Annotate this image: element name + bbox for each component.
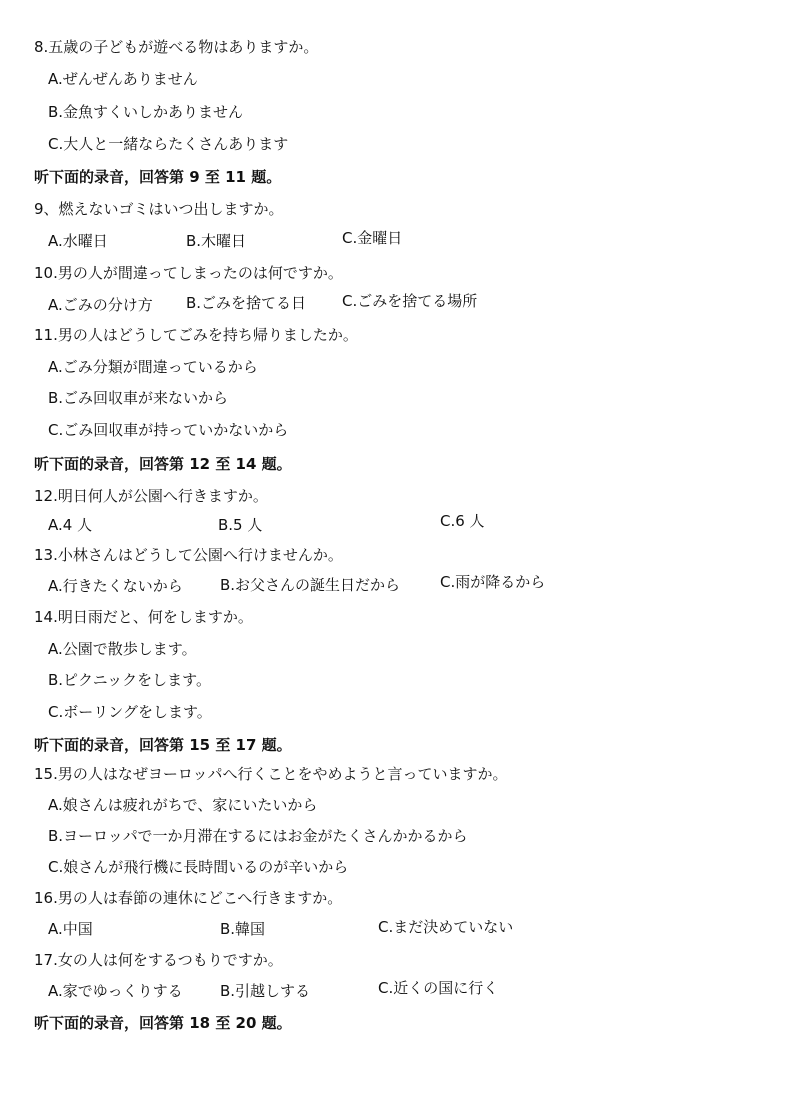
q10-option-a: A.ごみの分け方 [48,296,153,314]
q15-option-a: A.娘さんは疲れがちで、家にいたいから [48,796,318,814]
q8-option-c: C.大人と一緒ならたくさんあります [48,135,289,153]
question-9: 9、燃えないゴミはいつ出しますか。 [34,200,284,218]
section-instruction-9-11: 听下面的录音，回答第 9 至 11 题。 [34,168,282,186]
question-8: 8.五歳の子どもが遊べる物はありますか。 [34,38,319,56]
q15-option-b: B.ヨーロッパで一か月滞在するにはお金がたくさんかかるから [48,827,468,845]
q12-option-c: C.6 人 [440,512,485,530]
q10-option-c: C.ごみを捨てる場所 [342,292,478,310]
q16-option-a: A.中国 [48,920,93,938]
question-11: 11.男の人はどうしてごみを持ち帰りましたか。 [34,326,358,344]
section-instruction-18-20: 听下面的录音，回答第 18 至 20 题。 [34,1014,292,1032]
q12-option-b: B.5 人 [218,516,263,534]
question-16: 16.男の人は春節の連休にどこへ行きますか。 [34,889,343,907]
question-12: 12.明日何人が公園へ行きますか。 [34,487,268,505]
q17-option-b: B.引越しする [220,982,311,1000]
question-15: 15.男の人はなぜヨーロッパへ行くことをやめようと言っていますか。 [34,765,508,783]
q11-option-a: A.ごみ分類が間違っているから [48,358,258,376]
q9-option-b: B.木曜日 [186,232,247,250]
q13-option-c: C.雨が降るから [440,573,546,591]
question-10: 10.男の人が間違ってしまったのは何ですか。 [34,264,343,282]
q11-option-c: C.ごみ回収車が持っていかないから [48,421,289,439]
q14-option-c: C.ボーリングをします。 [48,703,212,721]
q14-option-b: B.ピクニックをします。 [48,671,211,689]
question-17: 17.女の人は何をするつもりですか。 [34,951,283,969]
q17-option-a: A.家でゆっくりする [48,982,183,1000]
q12-option-a: A.4 人 [48,516,93,534]
section-instruction-12-14: 听下面的录音，回答第 12 至 14 题。 [34,455,292,473]
q8-option-b: B.金魚すくいしかありません [48,103,244,121]
q11-option-b: B.ごみ回収車が来ないから [48,389,229,407]
q9-option-c: C.金曜日 [342,229,403,247]
q15-option-c: C.娘さんが飛行機に長時間いるのが辛いから [48,858,349,876]
q16-option-c: C.まだ決めていない [378,918,514,936]
section-instruction-15-17: 听下面的录音，回答第 15 至 17 题。 [34,736,292,754]
q10-option-b: B.ごみを捨てる日 [186,294,307,312]
q13-option-b: B.お父さんの誕生日だから [220,576,401,594]
q17-option-c: C.近くの国に行く [378,979,499,997]
question-13: 13.小林さんはどうして公園へ行けませんか。 [34,546,343,564]
q14-option-a: A.公園で散歩します。 [48,640,197,658]
q9-option-a: A.水曜日 [48,232,108,250]
q13-option-a: A.行きたくないから [48,577,183,595]
q8-option-a: A.ぜんぜんありません [48,70,198,88]
q16-option-b: B.韓国 [220,920,266,938]
question-14: 14.明日雨だと、何をしますか。 [34,608,253,626]
